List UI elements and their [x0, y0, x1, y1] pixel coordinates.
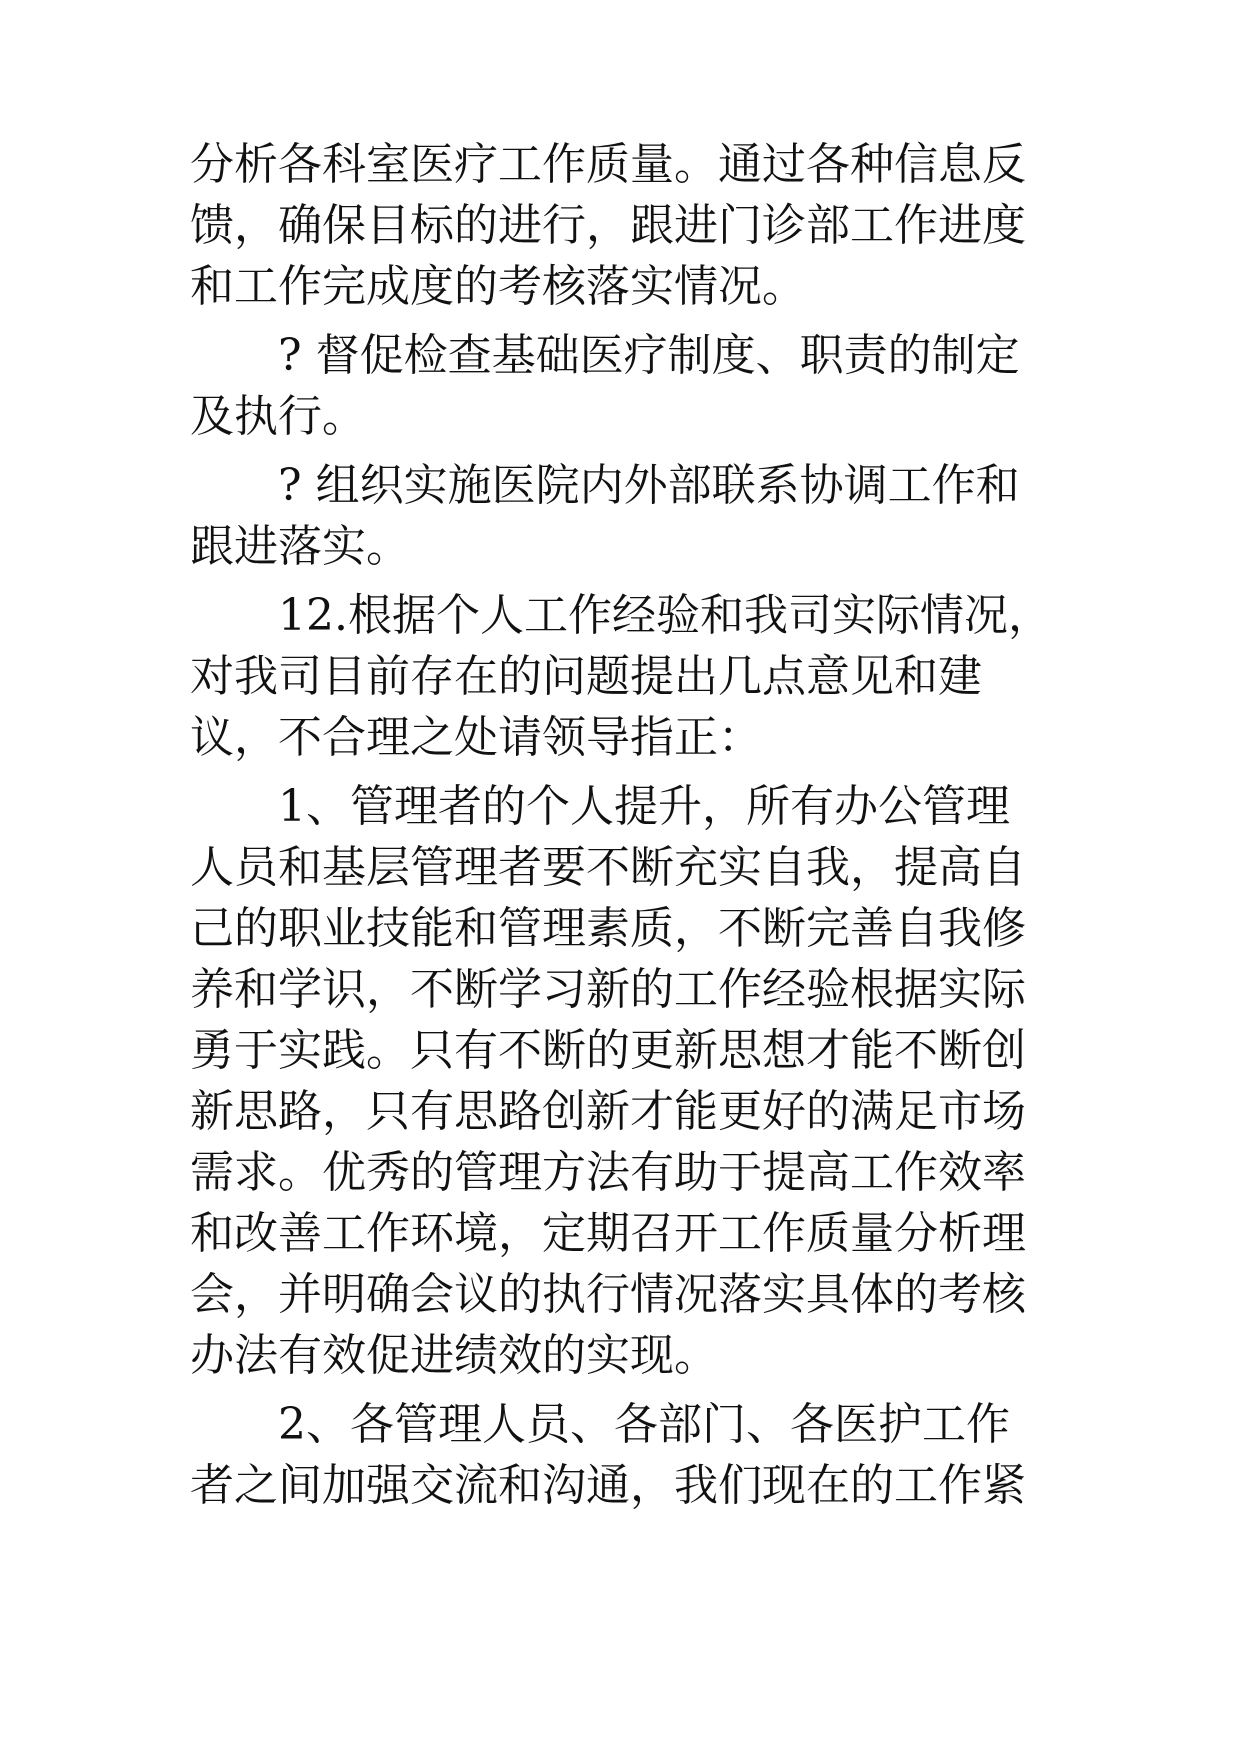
text-line: 馈，确保目标的进行，跟进门诊部工作进度	[190, 200, 1026, 251]
text-line: ? 督促检查基础医疗制度、职责的制定	[278, 330, 1020, 381]
text-line: 者之间加强交流和沟通，我们现在的工作紧	[190, 1460, 1026, 1511]
text-line: 养和学识，不断学习新的工作经验根据实际	[190, 964, 1026, 1015]
text-line: 及执行。	[190, 391, 366, 442]
text-line: 2、各管理人员、各部门、各医护工作	[278, 1399, 1010, 1450]
text-line: 12.根据个人工作经验和我司实际情况，	[278, 590, 1052, 641]
text-line: 和改善工作环境，定期召开工作质量分析理	[190, 1208, 1026, 1259]
text-line: 新思路，只有思路创新才能更好的满足市场	[190, 1086, 1026, 1137]
text-line: 跟进落实。	[190, 521, 410, 572]
text-line: ? 组织实施医院内外部联系协调工作和	[278, 460, 1020, 511]
text-line: 办法有效促进绩效的实现。	[190, 1330, 718, 1381]
text-line: 和工作完成度的考核落实情况。	[190, 261, 806, 312]
text-line: 人员和基层管理者要不断充实自我，提高自	[190, 842, 1026, 893]
text-line: 议，不合理之处请领导指正：	[190, 712, 762, 763]
text-line: 己的职业技能和管理素质，不断完善自我修	[190, 903, 1026, 954]
text-line: 需求。优秀的管理方法有助于提高工作效率	[190, 1147, 1026, 1198]
text-line: 勇于实践。只有不断的更新思想才能不断创	[190, 1025, 1026, 1076]
text-line: 对我司目前存在的问题提出几点意见和建	[190, 651, 982, 702]
text-line: 分析各科室医疗工作质量。通过各种信息反	[190, 139, 1026, 190]
text-line: 1、管理者的个人提升，所有办公管理	[278, 781, 1010, 832]
text-line: 会，并明确会议的执行情况落实具体的考核	[190, 1269, 1026, 1320]
